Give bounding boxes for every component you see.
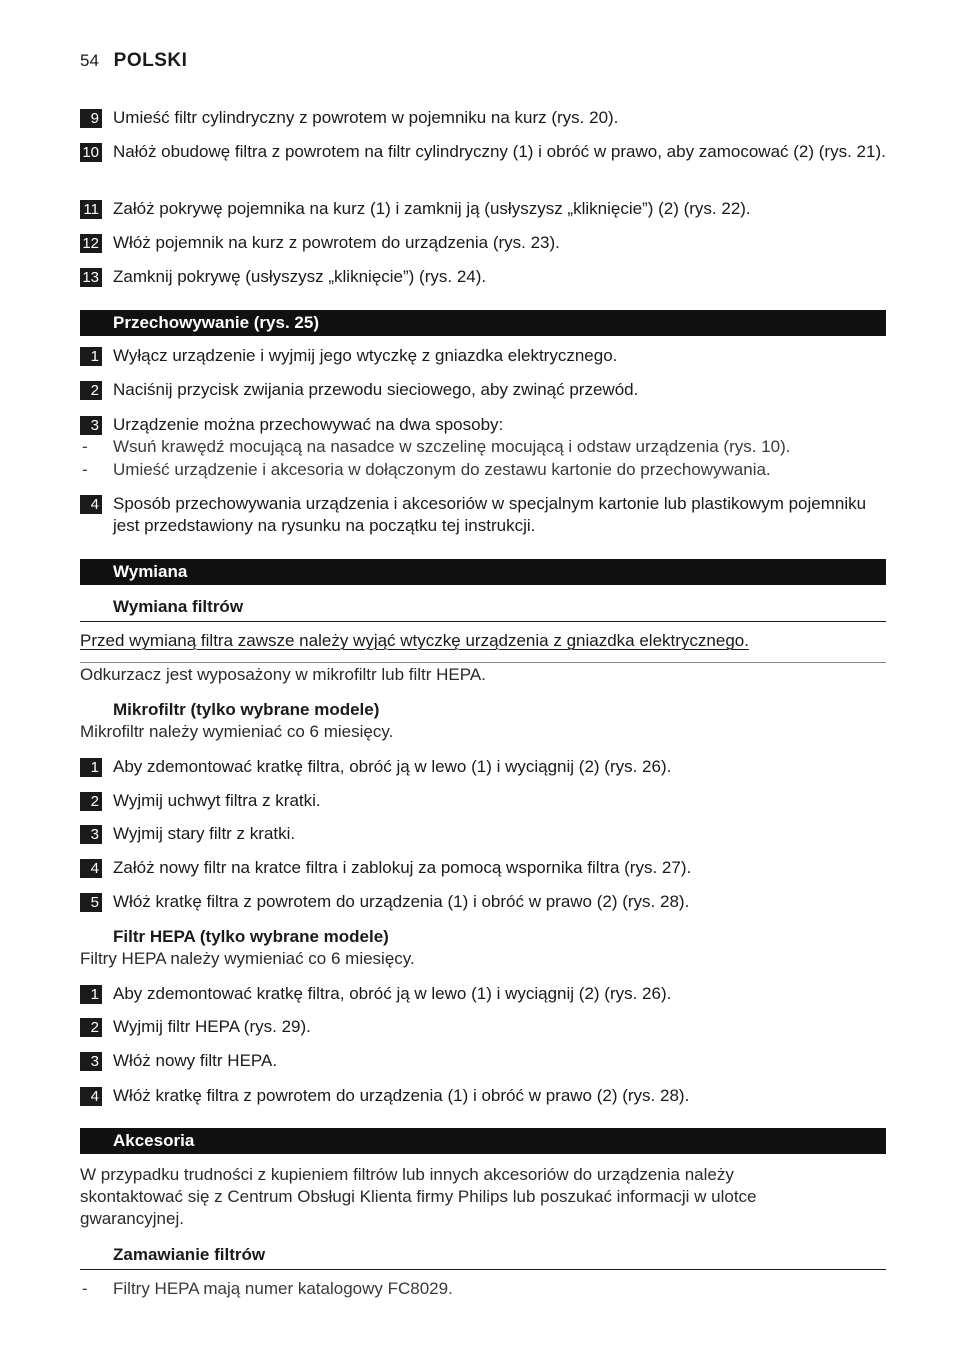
language-label: POLSKI — [113, 50, 188, 71]
list-item-text: Wsuń krawędź mocującą na nasadce w szczelinę mocującą i odstaw urządzenia (rys. 10). — [113, 437, 791, 456]
step-text: Wyjmij filtr HEPA (rys. 29). — [113, 1017, 311, 1036]
step-text: Aby zdemontować kratkę filtra, obróć ją w lewo (1) i wyciągnij (2) (rys. 26). — [113, 984, 672, 1003]
list-item — [80, 459, 886, 481]
step-item — [80, 1050, 886, 1072]
dash-marker: - — [82, 437, 88, 456]
step-number: 2 — [80, 381, 102, 400]
step-item — [80, 891, 886, 913]
step-number: 10 — [80, 143, 102, 162]
step-number: 1 — [80, 347, 102, 366]
step-number: 4 — [80, 859, 102, 878]
step-item — [80, 983, 886, 1005]
step-text: Aby zdemontować kratkę filtra, obróć ją w lewo (1) i wyciągnij (2) (rys. 26). — [113, 757, 672, 776]
step-number: 12 — [80, 234, 102, 253]
section-title-replacement: Wymiana — [80, 559, 886, 585]
step-text: Naciśnij przycisk zwijania przewodu sieciowego, aby zwinąć przewód. — [113, 380, 639, 399]
step-text: Wyłącz urządzenie i wyjmij jego wtyczkę z gniazdka elektrycznego. — [113, 346, 618, 365]
intro-text: Odkurzacz jest wyposażony w mikrofiltr lub filtr HEPA. — [80, 665, 486, 684]
step-number: 3 — [80, 825, 102, 844]
step-text: Zamknij pokrywę (usłyszysz „kliknięcie”) (rys. 24). — [113, 267, 487, 286]
step-text: Sposób przechowywania urządzenia i akcesoriów w specjalnym kartonie lub plastikowym pojemniku jest przedstawiony na rysunku na początku tej instrukcji. — [113, 494, 867, 535]
step-number: 13 — [80, 268, 102, 287]
step-number: 1 — [80, 758, 102, 777]
step-text: Urządzenie można przechowywać na dwa sposoby: — [113, 415, 504, 434]
list-item-text: Filtry HEPA mają numer katalogowy FC8029. — [113, 1279, 453, 1298]
step-item — [80, 198, 886, 220]
divider — [80, 662, 886, 663]
step-item — [80, 756, 886, 778]
step-text: Nałóż obudowę filtra z powrotem na filtr cylindryczny (1) i obróć w prawo, aby zamocować (2) (rys. 21). — [113, 142, 886, 161]
step-number: 2 — [80, 792, 102, 811]
step-text: Wyjmij uchwyt filtra z kratki. — [113, 791, 321, 810]
step-text: Włóż nowy filtr HEPA. — [113, 1051, 278, 1070]
step-number: 3 — [80, 416, 102, 435]
hepa-filter-note: Filtry HEPA należy wymieniać co 6 miesięcy. — [80, 949, 415, 968]
page-number: 54 — [80, 51, 99, 70]
section-title-accessories: Akcesoria — [80, 1128, 886, 1154]
hepa-filter-title: Filtr HEPA (tylko wybrane modele) — [113, 927, 389, 946]
step-item — [80, 823, 886, 845]
step-item — [80, 107, 886, 129]
micro-filter-title: Mikrofiltr (tylko wybrane modele) — [113, 700, 380, 719]
list-item-text: Umieść urządzenie i akcesoria w dołączonym do zestawu kartonie do przechowywania. — [113, 460, 771, 479]
step-item — [80, 379, 886, 401]
step-text: Włóż kratkę filtra z powrotem do urządzenia (1) i obróć w prawo (2) (rys. 28). — [113, 1086, 690, 1105]
step-item — [80, 1016, 886, 1038]
micro-filter-note: Mikrofiltr należy wymieniać co 6 miesięcy. — [80, 722, 394, 741]
step-item — [80, 232, 886, 254]
step-number: 4 — [80, 495, 102, 514]
step-number: 1 — [80, 985, 102, 1004]
warning-text — [80, 630, 886, 652]
step-text: Załóż nowy filtr na kratce filtra i zablokuj za pomocą wspornika filtra (rys. 27). — [113, 858, 692, 877]
step-number: 2 — [80, 1018, 102, 1037]
list-item — [80, 1278, 886, 1300]
warning-underlined: Przed wymianą filtra zawsze należy wyjąć wtyczkę urządzenia z gniazdka elektrycznego. — [80, 631, 749, 650]
step-number: 9 — [80, 109, 102, 128]
step-number: 4 — [80, 1087, 102, 1106]
step-text: Wyjmij stary filtr z kratki. — [113, 824, 296, 843]
step-text: Włóż pojemnik na kurz z powrotem do urządzenia (rys. 23). — [113, 233, 560, 252]
step-text: Umieść filtr cylindryczny z powrotem w pojemniku na kurz (rys. 20). — [113, 108, 619, 127]
list-item — [80, 436, 886, 458]
step-number: 11 — [80, 200, 102, 219]
step-item — [80, 141, 886, 163]
step-item — [80, 857, 886, 879]
dash-marker: - — [82, 1279, 88, 1298]
step-text: Załóż pokrywę pojemnika na kurz (1) i zamknij ją (usłyszysz „kliknięcie”) (2) (rys. 22). — [113, 199, 751, 218]
step-number: 3 — [80, 1052, 102, 1071]
step-text: Włóż kratkę filtra z powrotem do urządzenia (1) i obróć w prawo (2) (rys. 28). — [113, 892, 690, 911]
step-item — [80, 414, 886, 436]
subsection-title-filters: Wymiana filtrów — [80, 596, 886, 622]
accessories-text: W przypadku trudności z kupieniem filtrów lub innych akcesoriów do urządzenia należy skontaktować się z Centrum Obsługi Klienta firmy Philips lub poszukać informacji w ulotce gwarancyjnej. — [80, 1165, 757, 1228]
page-header — [80, 50, 187, 72]
section-title-storage: Przechowywanie (rys. 25) — [80, 310, 886, 336]
step-item — [80, 790, 886, 812]
step-number: 5 — [80, 893, 102, 912]
dash-marker: - — [82, 460, 88, 479]
step-item — [80, 1085, 886, 1107]
subsection-title-ordering: Zamawianie filtrów — [80, 1244, 886, 1270]
step-item — [80, 266, 886, 288]
step-item — [80, 493, 886, 537]
step-item — [80, 345, 886, 367]
